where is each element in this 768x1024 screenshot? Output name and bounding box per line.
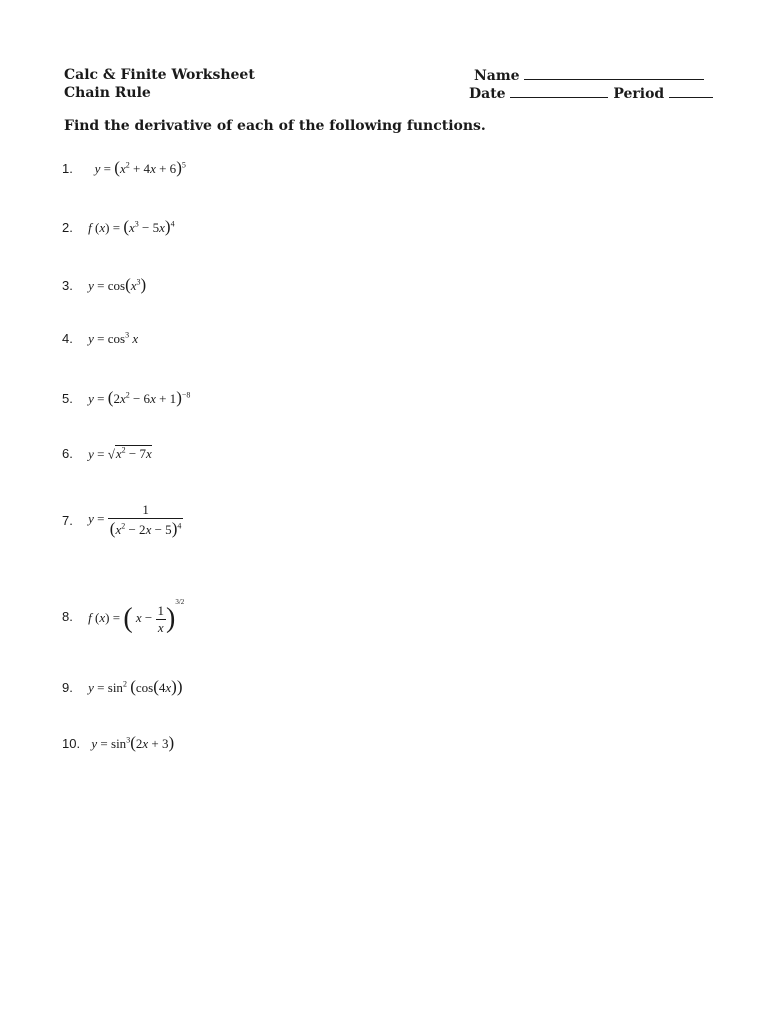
problem-10: [62, 733, 174, 753]
problem-expression: $y = \sin^2 (\cos(4x))$: [88, 677, 183, 696]
problem-number: 9.: [62, 680, 73, 695]
problem-5: [62, 388, 190, 408]
name-field[interactable]: [474, 67, 704, 84]
problem-number: 4.: [62, 331, 73, 347]
problem-2: [62, 217, 175, 237]
problem-expression: $y = (2x^2 - 6x + 1)^{-8}$: [88, 388, 191, 407]
problem-expression: $y = \cos^3 x$: [88, 331, 139, 347]
problem-number: 1.: [62, 161, 73, 176]
period-label: Period: [613, 86, 665, 102]
instructions: Find the derivative of each of the following functions.: [64, 118, 486, 134]
problem-number: 6.: [62, 446, 73, 462]
problem-number: 3.: [62, 278, 73, 293]
name-label: Name: [474, 68, 520, 84]
problem-number: 10.: [62, 736, 81, 751]
problem-expression: $y = \cos(x^3)$: [88, 275, 147, 294]
fraction: $\frac{1}{(x^2 - 2x - 5)^4}$: [109, 502, 182, 538]
fraction: $\frac{1}{x}$: [157, 602, 165, 635]
problem-1: [62, 158, 186, 178]
problem-expression: $y = (x^2 + 4x + 6)^5$: [94, 158, 186, 177]
worksheet-subtitle: Chain Rule: [64, 85, 151, 101]
name-blank[interactable]: [524, 67, 704, 80]
date-period-field[interactable]: [469, 85, 713, 102]
problem-6: [62, 446, 152, 462]
problem-expression: $y = √x^2 - 7x$: [88, 446, 152, 462]
problem-expression: f $(x) = (x^3 - 5x)^4$: [88, 217, 175, 236]
problem-number: 5.: [62, 391, 73, 406]
problem-number: 7.: [62, 513, 73, 528]
problem-7: [62, 502, 183, 539]
problem-expression: y = $\frac{1}{(x^2 - 2x - 5)^4}$: [88, 502, 182, 538]
date-label: Date: [469, 86, 506, 102]
problem-4: [62, 331, 138, 347]
problem-expression: f (x) = ( x − $\frac{1}{x}$ )$^{3/2}$: [88, 598, 185, 635]
problem-number: 2.: [62, 220, 73, 235]
worksheet-title: Calc & Finite Worksheet: [64, 67, 255, 83]
period-blank[interactable]: [669, 85, 713, 98]
problem-number: 8.: [62, 609, 73, 625]
problem-8: [62, 598, 184, 636]
problem-3: [62, 275, 146, 295]
problem-expression: $y = \sin^3(2x + 3)$: [91, 733, 175, 752]
date-blank[interactable]: [510, 85, 608, 98]
problem-9: [62, 677, 182, 697]
